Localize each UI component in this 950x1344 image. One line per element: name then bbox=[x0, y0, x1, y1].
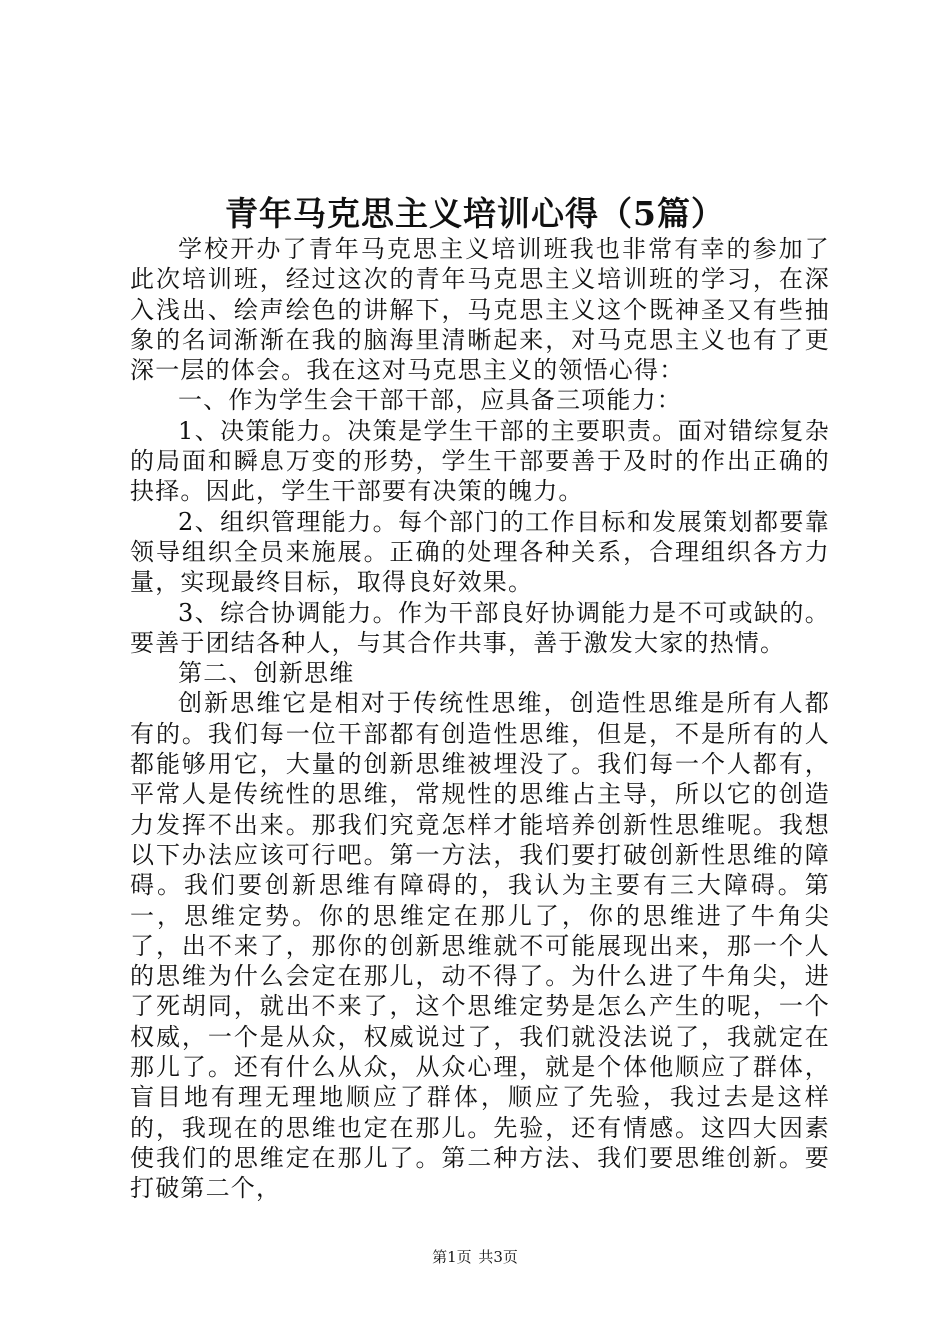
paragraph-section-two-heading: 第二、创新思维 bbox=[178, 659, 355, 688]
document-title: 青年马克思主义培训心得（5篇） bbox=[225, 194, 725, 233]
paragraph-organization-ability: 2、组织管理能力。每个部门的工作目标和发展策划都要靠领导组织全员来施展。正确的处理各种关系，合理组织各方力量，实现最终目标，取得良好效果。 bbox=[130, 507, 830, 597]
page-total: 共3页 bbox=[478, 1248, 518, 1266]
paragraph-decision-ability: 1、决策能力。决策是学生干部的主要职责。面对错综复杂的局面和瞬息万变的形势，学生干部要善于及时的作出正确的抉择。因此，学生干部要有决策的魄力。 bbox=[130, 416, 830, 506]
paragraph-coordination-ability: 3、综合协调能力。作为干部良好协调能力是不可或缺的。要善于团结各种人，与其合作共事，善于激发大家的热情。 bbox=[130, 598, 830, 657]
document-body bbox=[130, 234, 830, 1204]
page-footer bbox=[0, 1246, 950, 1267]
paragraph-section-one-heading: 一、作为学生会干部干部，应具备三项能力： bbox=[178, 386, 682, 415]
paragraph-intro: 学校开办了青年马克思主义培训班我也非常有幸的参加了此次培训班，经过这次的青年马克思主义培训班的学习，在深入浅出、绘声绘色的讲解下，马克思主义这个既神圣又有些抽象的名词渐渐在我的脑海里清晰起来，对马克思主义也有了更深一层的体会。我在这对马克思主义的领悟心得： bbox=[130, 235, 830, 385]
paragraph-innovative-thinking: 创新思维它是相对于传统性思维，创造性思维是所有人都有的。我们每一位干部都有创造性思维，但是，不是所有的人都能够用它，大量的创新思维被埋没了。我们每一个人都有，平常人是传统性的思维，常规性的思维占主导，所以它的创造力发挥不出来。那我们究竟怎样才能培养创新性思维呢。我想以下办法应该可行吧。第一方法，我们要打破创新性思维的障碍。我们要创新思维有障碍的，我认为主要有三大障碍。第一，思维定势。你的思维定在那儿了，你的思维进了牛角尖了，出不来了，那你的创新思维就不可能展现出来，那一个人的思维为什么会定在那儿，动不得了。为什么进了牛角尖，进了死胡同，就出不来了，这个思维定势是怎么产生的呢，一个权威，一个是从众，权威说过了，我们就没法说了，我就定在那儿了。还有什么从众，从众心理，就是个体他顺应了群体，盲目地有理无理地顺应了群体，顺应了先验，我过去是这样的，我现在的思维也定在那儿。先验，还有情感。这四大因素使我们的思维定在那儿了。第二种方法、我们要思维创新。要打破第二个， bbox=[130, 689, 830, 1203]
page-number: 第1页 bbox=[432, 1248, 472, 1266]
